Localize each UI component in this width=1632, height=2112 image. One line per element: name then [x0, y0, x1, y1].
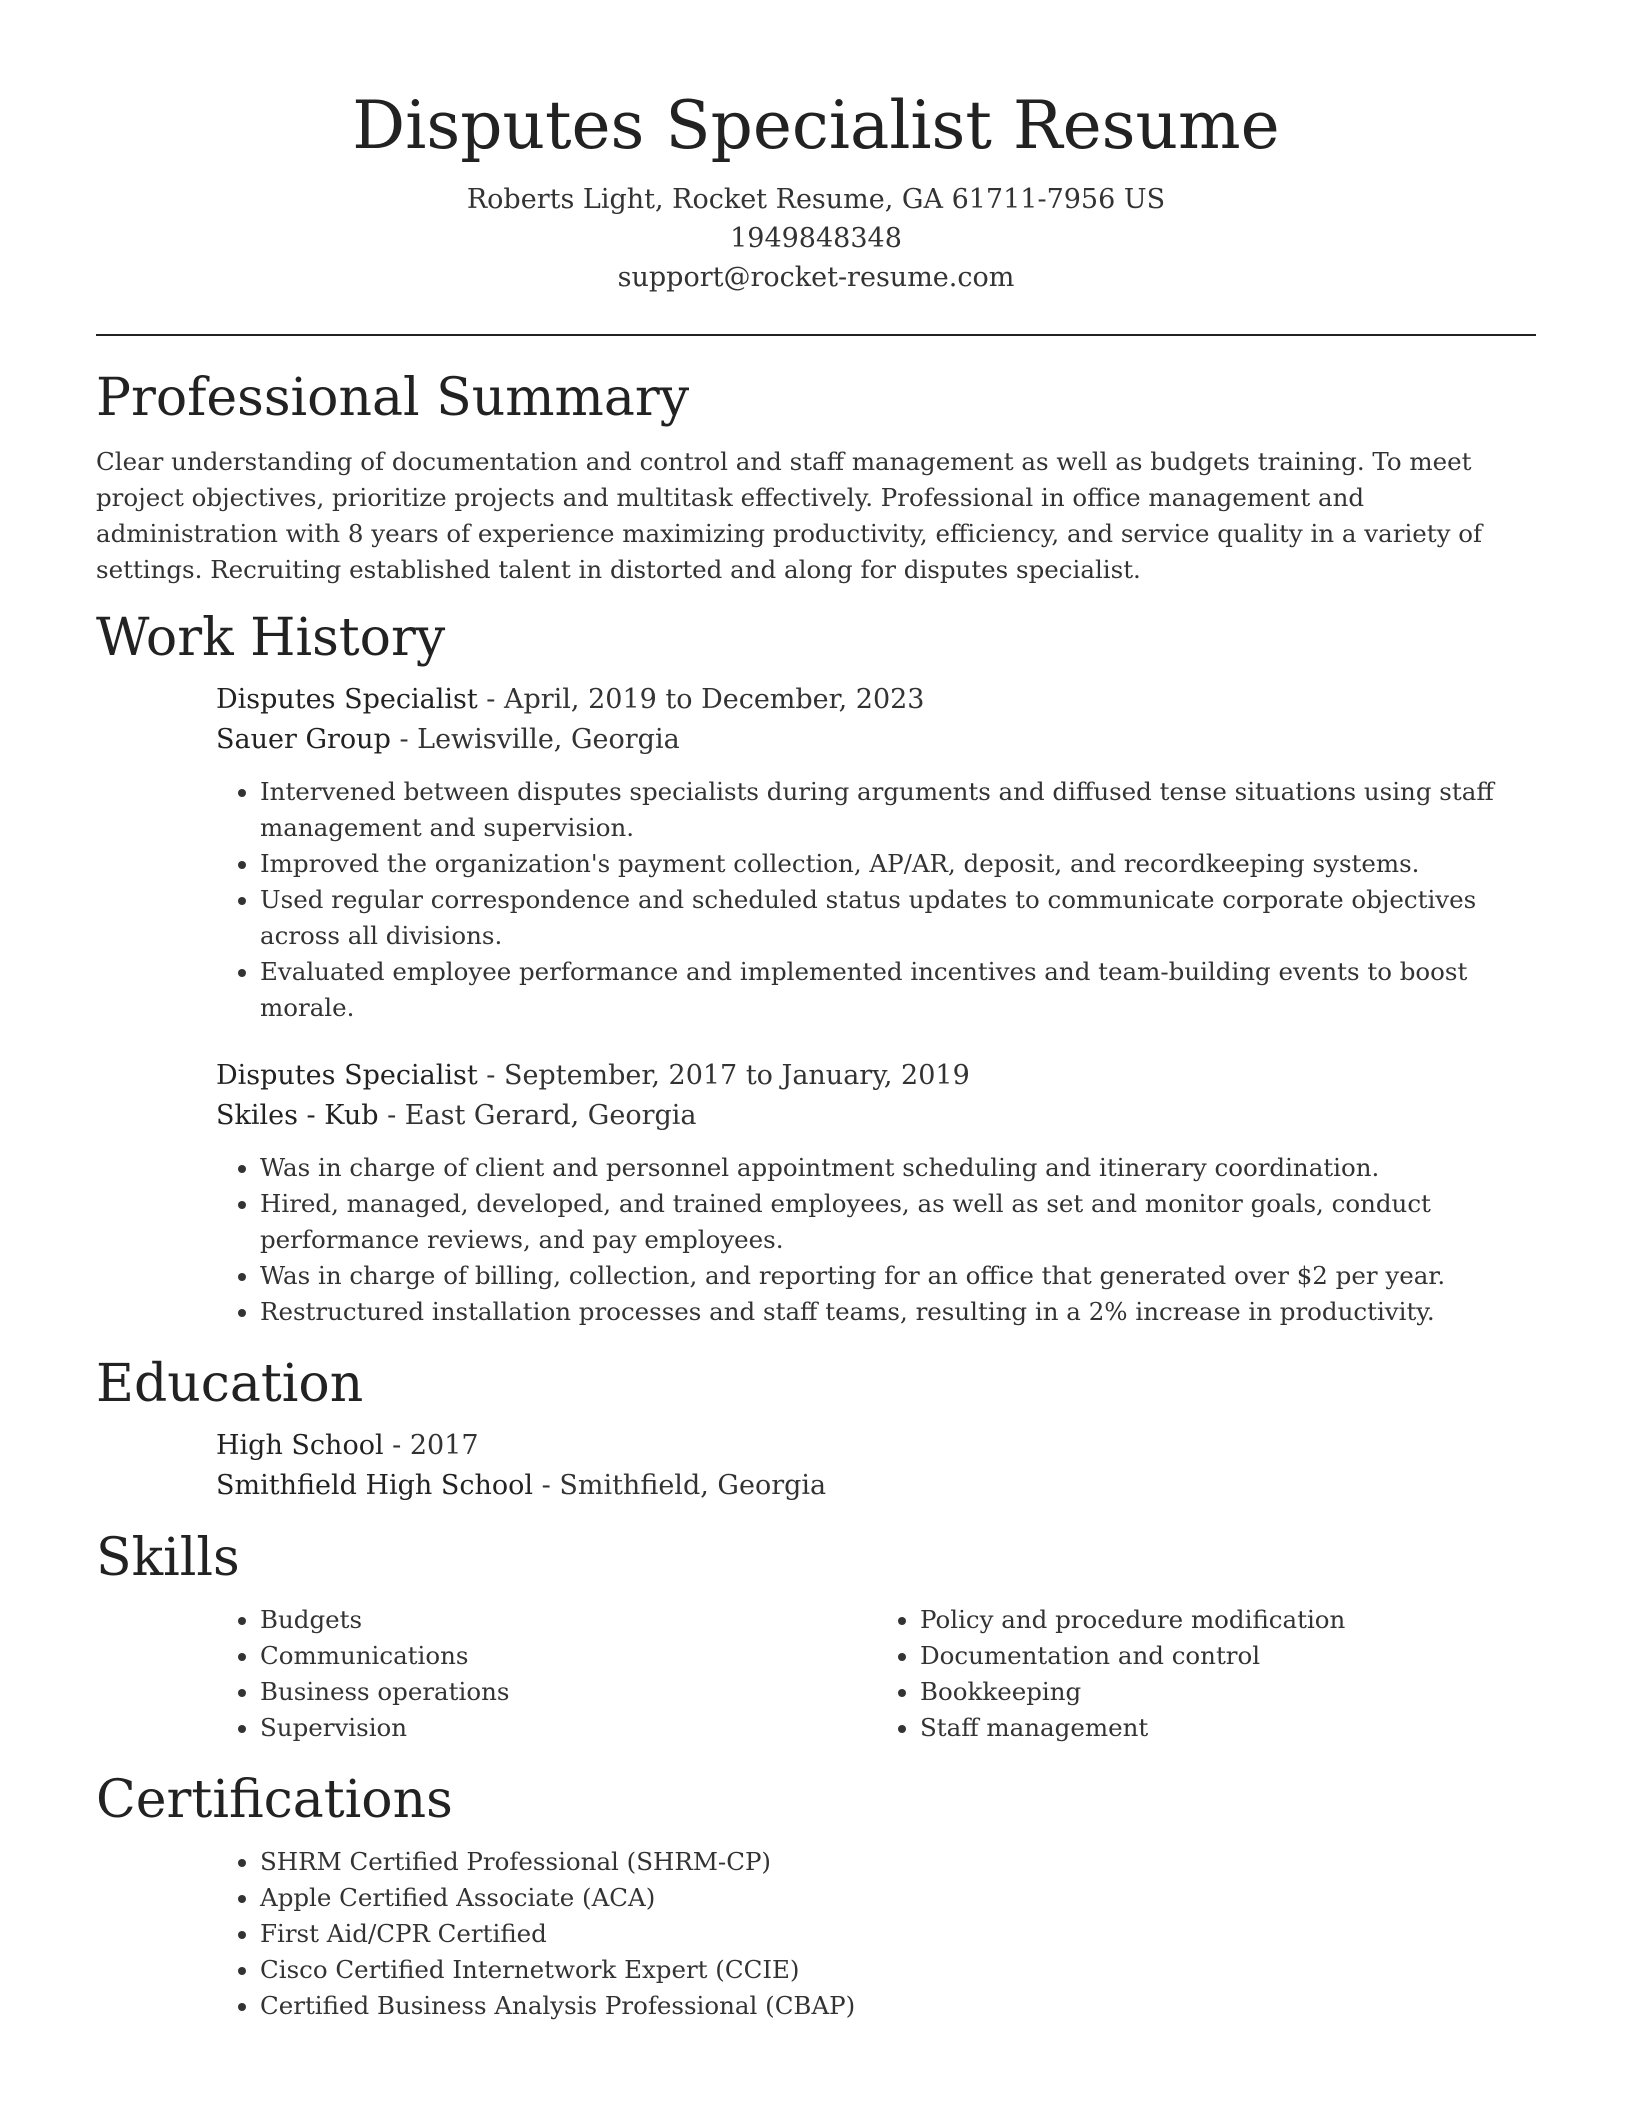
resume-title: Disputes Specialist Resume [352, 87, 1280, 164]
skills-section [96, 1526, 1536, 1746]
summary-heading: Professional Summary [96, 368, 690, 428]
education-degree: High School [216, 1430, 384, 1461]
job-bullets [216, 1150, 1536, 1330]
job-bullet: • Improved the organization's payment collection, AP/AR, deposit, and recordkeeping systems. [260, 846, 1536, 882]
job-company: Sauer Group [216, 724, 391, 755]
certification-item: • First Aid/CPR Certified [260, 1916, 1536, 1952]
certifications-block [216, 1844, 1536, 2024]
job-title-line [216, 680, 1536, 720]
job-bullet: • Intervened between disputes specialists during arguments and diffused tense situations using staff management and supervision. [260, 774, 1536, 846]
job-company-line [216, 1096, 1536, 1136]
education-year: - 2017 [383, 1430, 479, 1461]
education-section [96, 1352, 1536, 1506]
job-entry [216, 680, 1536, 1026]
job-bullet: • Restructured installation processes and staff teams, resulting in a 2% increase in productivity. [260, 1294, 1536, 1330]
certification-item: • Cisco Certified Internetwork Expert (CCIE) [260, 1952, 1536, 1988]
job-entry [216, 1056, 1536, 1330]
job-bullet: • Used regular correspondence and scheduled status updates to communicate corporate objectives across all divisions. [260, 882, 1536, 954]
job-dates: - April, 2019 to December, 2023 [477, 684, 925, 715]
skills-heading: Skills [96, 1528, 240, 1588]
skill-item: • Business operations [260, 1674, 876, 1710]
job-bullet: • Was in charge of client and personnel appointment scheduling and itinerary coordination. [260, 1150, 1536, 1186]
skill-item: • Supervision [260, 1710, 876, 1746]
skill-item: • Communications [260, 1638, 876, 1674]
job-bullet: • Hired, managed, developed, and trained employees, as well as set and monitor goals, conduct performance reviews, and pay employees. [260, 1186, 1536, 1258]
job-dates: - September, 2017 to January, 2019 [477, 1060, 970, 1091]
summary-section [96, 366, 1536, 588]
certifications-heading: Certifications [96, 1770, 453, 1830]
job-title-line [216, 1056, 1536, 1096]
education-location: - Smithfield, Georgia [533, 1470, 827, 1501]
skills-grid [216, 1602, 1536, 1746]
contact-block [96, 180, 1536, 297]
skill-item: • Staff management [920, 1710, 1536, 1746]
contact-address: Roberts Light, Rocket Resume, GA 61711-7956 US [466, 184, 1166, 215]
work-heading: Work History [96, 608, 446, 668]
job-bullet: • Evaluated employee performance and implemented incentives and team-building events to boost morale. [260, 954, 1536, 1026]
skills-list-right [876, 1602, 1536, 1746]
education-entry [216, 1426, 1536, 1506]
job-company: Skiles - Kub [216, 1100, 379, 1131]
education-school-line [216, 1466, 1536, 1506]
job-location: - Lewisville, Georgia [390, 724, 680, 755]
job-title: Disputes Specialist [216, 1060, 478, 1091]
contact-phone: 1949848348 [730, 223, 902, 254]
certifications-section [96, 1768, 1536, 2024]
job-company-line [216, 720, 1536, 760]
job-bullet: • Was in charge of billing, collection, and reporting for an office that generated over $2 per year. [260, 1258, 1536, 1294]
work-section [96, 606, 1536, 1330]
skill-item: • Budgets [260, 1602, 876, 1638]
summary-text: Clear understanding of documentation and control and staff management as well as budgets training. To meet project objectives, prioritize projects and multitask effectively. Professional in office management and administration with 8 years of experience maximizing productivity, efficiency, and service quality in a variety of settings. Recruiting established talent in distorted and along for disputes specialist. [96, 447, 1483, 584]
job-location: - East Gerard, Georgia [378, 1100, 697, 1131]
resume-header [96, 0, 1536, 297]
header-divider [96, 334, 1536, 336]
education-heading: Education [96, 1354, 364, 1414]
job-bullets [216, 774, 1536, 1026]
skill-item: • Bookkeeping [920, 1674, 1536, 1710]
certification-item: • Certified Business Analysis Professional (CBAP) [260, 1988, 1536, 2024]
certification-item: • Apple Certified Associate (ACA) [260, 1880, 1536, 1916]
education-school: Smithfield High School [216, 1470, 534, 1501]
job-title: Disputes Specialist [216, 684, 478, 715]
skill-item: • Policy and procedure modification [920, 1602, 1536, 1638]
certifications-list [216, 1844, 1536, 2024]
education-degree-line [216, 1426, 1536, 1466]
certification-item: • SHRM Certified Professional (SHRM-CP) [260, 1844, 1536, 1880]
skills-list-left [216, 1602, 876, 1746]
skill-item: • Documentation and control [920, 1638, 1536, 1674]
contact-email: support@rocket-resume.com [617, 262, 1015, 293]
